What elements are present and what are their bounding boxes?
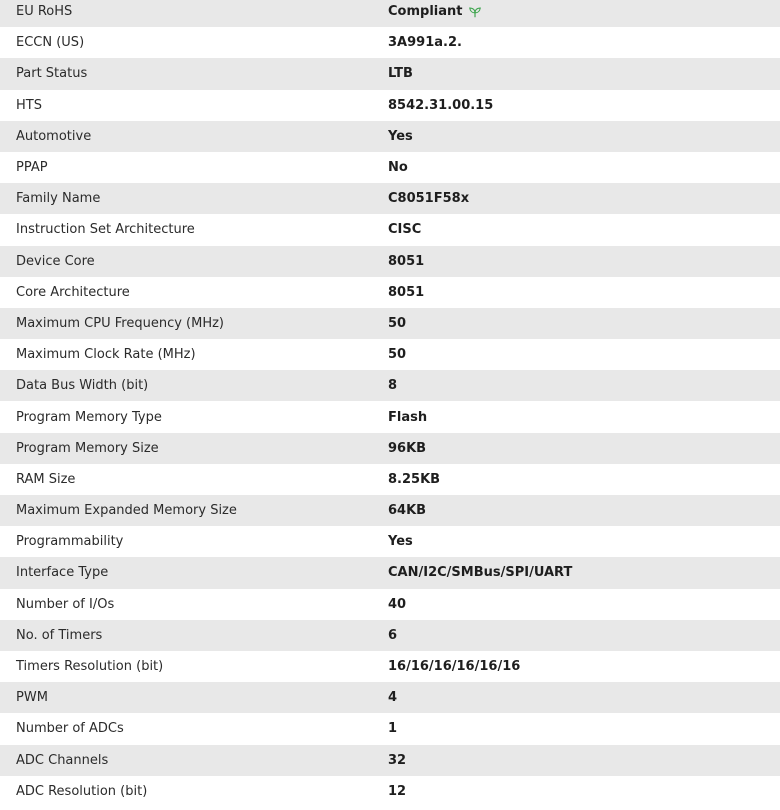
spec-row-adc-channels bbox=[0, 745, 780, 776]
spec-row-max-clock-rate bbox=[0, 339, 780, 370]
spec-row-eu-rohs bbox=[0, 0, 780, 27]
spec-value: 12 bbox=[388, 783, 407, 799]
spec-value: 1 bbox=[388, 721, 398, 737]
spec-label: Timers Resolution (bit) bbox=[16, 659, 164, 675]
spec-row-max-cpu-frequency bbox=[0, 308, 780, 339]
spec-value: 8 bbox=[388, 378, 398, 394]
spec-label: Number of I/Os bbox=[16, 596, 115, 612]
spec-label: Data Bus Width (bit) bbox=[16, 378, 149, 394]
spec-value: LTB bbox=[388, 66, 413, 82]
spec-value: C8051F58x bbox=[388, 191, 470, 207]
spec-label: HTS bbox=[16, 97, 42, 113]
spec-value: 40 bbox=[388, 596, 407, 612]
leaf-icon bbox=[468, 5, 482, 19]
spec-label: Interface Type bbox=[16, 565, 109, 581]
spec-label: Program Memory Size bbox=[16, 440, 159, 456]
spec-row-hts bbox=[0, 90, 780, 121]
spec-row-max-expanded-memory bbox=[0, 495, 780, 526]
spec-row-number-of-adcs bbox=[0, 713, 780, 744]
spec-label: No. of Timers bbox=[16, 627, 103, 643]
spec-value-text: Compliant bbox=[388, 4, 463, 20]
spec-label: PWM bbox=[16, 690, 48, 706]
spec-row-timers-resolution bbox=[0, 651, 780, 682]
spec-label: Programmability bbox=[16, 534, 124, 550]
spec-row-part-status bbox=[0, 58, 780, 89]
spec-value: 8051 bbox=[388, 284, 425, 300]
spec-label: Maximum Expanded Memory Size bbox=[16, 503, 237, 519]
spec-label: Core Architecture bbox=[16, 284, 130, 300]
spec-value: 6 bbox=[388, 627, 398, 643]
spec-row-ram-size bbox=[0, 464, 780, 495]
spec-label: PPAP bbox=[16, 160, 48, 176]
spec-label: EU RoHS bbox=[16, 4, 73, 20]
spec-row-no-of-timers bbox=[0, 620, 780, 651]
spec-label: Maximum CPU Frequency (MHz) bbox=[16, 315, 224, 331]
spec-value: 8542.31.00.15 bbox=[388, 97, 494, 113]
spec-row-eccn bbox=[0, 27, 780, 58]
spec-value: 96KB bbox=[388, 440, 427, 456]
spec-row-ppap bbox=[0, 152, 780, 183]
spec-value: Flash bbox=[388, 409, 428, 425]
spec-row-interface-type bbox=[0, 557, 780, 588]
spec-label: Number of ADCs bbox=[16, 721, 124, 737]
spec-row-program-memory-type bbox=[0, 401, 780, 432]
spec-value: 64KB bbox=[388, 503, 427, 519]
spec-label: RAM Size bbox=[16, 471, 76, 487]
spec-label: Family Name bbox=[16, 191, 101, 207]
spec-row-program-memory-size bbox=[0, 433, 780, 464]
spec-label: Part Status bbox=[16, 66, 88, 82]
spec-value: Yes bbox=[388, 534, 413, 550]
spec-value: 50 bbox=[388, 315, 407, 331]
spec-label: Instruction Set Architecture bbox=[16, 222, 195, 238]
spec-label: Automotive bbox=[16, 128, 92, 144]
spec-row-family-name bbox=[0, 183, 780, 214]
spec-row-device-core bbox=[0, 246, 780, 277]
spec-value: Yes bbox=[388, 128, 413, 144]
spec-value: 50 bbox=[388, 347, 407, 363]
spec-value: 4 bbox=[388, 690, 398, 706]
spec-label: ADC Resolution (bit) bbox=[16, 783, 148, 799]
spec-value: 3A991a.2. bbox=[388, 35, 462, 51]
spec-row-adc-resolution bbox=[0, 776, 780, 807]
spec-value: 8051 bbox=[388, 253, 425, 269]
spec-row-automotive bbox=[0, 121, 780, 152]
spec-value: No bbox=[388, 160, 408, 176]
spec-label: Device Core bbox=[16, 253, 95, 269]
spec-value: CAN/I2C/SMBus/SPI/UART bbox=[388, 565, 573, 581]
spec-value: CISC bbox=[388, 222, 422, 238]
spec-value: 32 bbox=[388, 752, 407, 768]
spec-label: ADC Channels bbox=[16, 752, 109, 768]
spec-value: 16/16/16/16/16/16 bbox=[388, 659, 521, 675]
spec-row-core-architecture bbox=[0, 277, 780, 308]
spec-row-programmability bbox=[0, 526, 780, 557]
spec-row-number-of-ios bbox=[0, 589, 780, 620]
spec-label: ECCN (US) bbox=[16, 35, 85, 51]
spec-value: 8.25KB bbox=[388, 471, 441, 487]
spec-label: Maximum Clock Rate (MHz) bbox=[16, 347, 196, 363]
spec-row-pwm bbox=[0, 682, 780, 713]
spec-value bbox=[388, 4, 780, 19]
spec-row-data-bus-width bbox=[0, 370, 780, 401]
spec-row-isa bbox=[0, 214, 780, 245]
spec-label: Program Memory Type bbox=[16, 409, 162, 425]
